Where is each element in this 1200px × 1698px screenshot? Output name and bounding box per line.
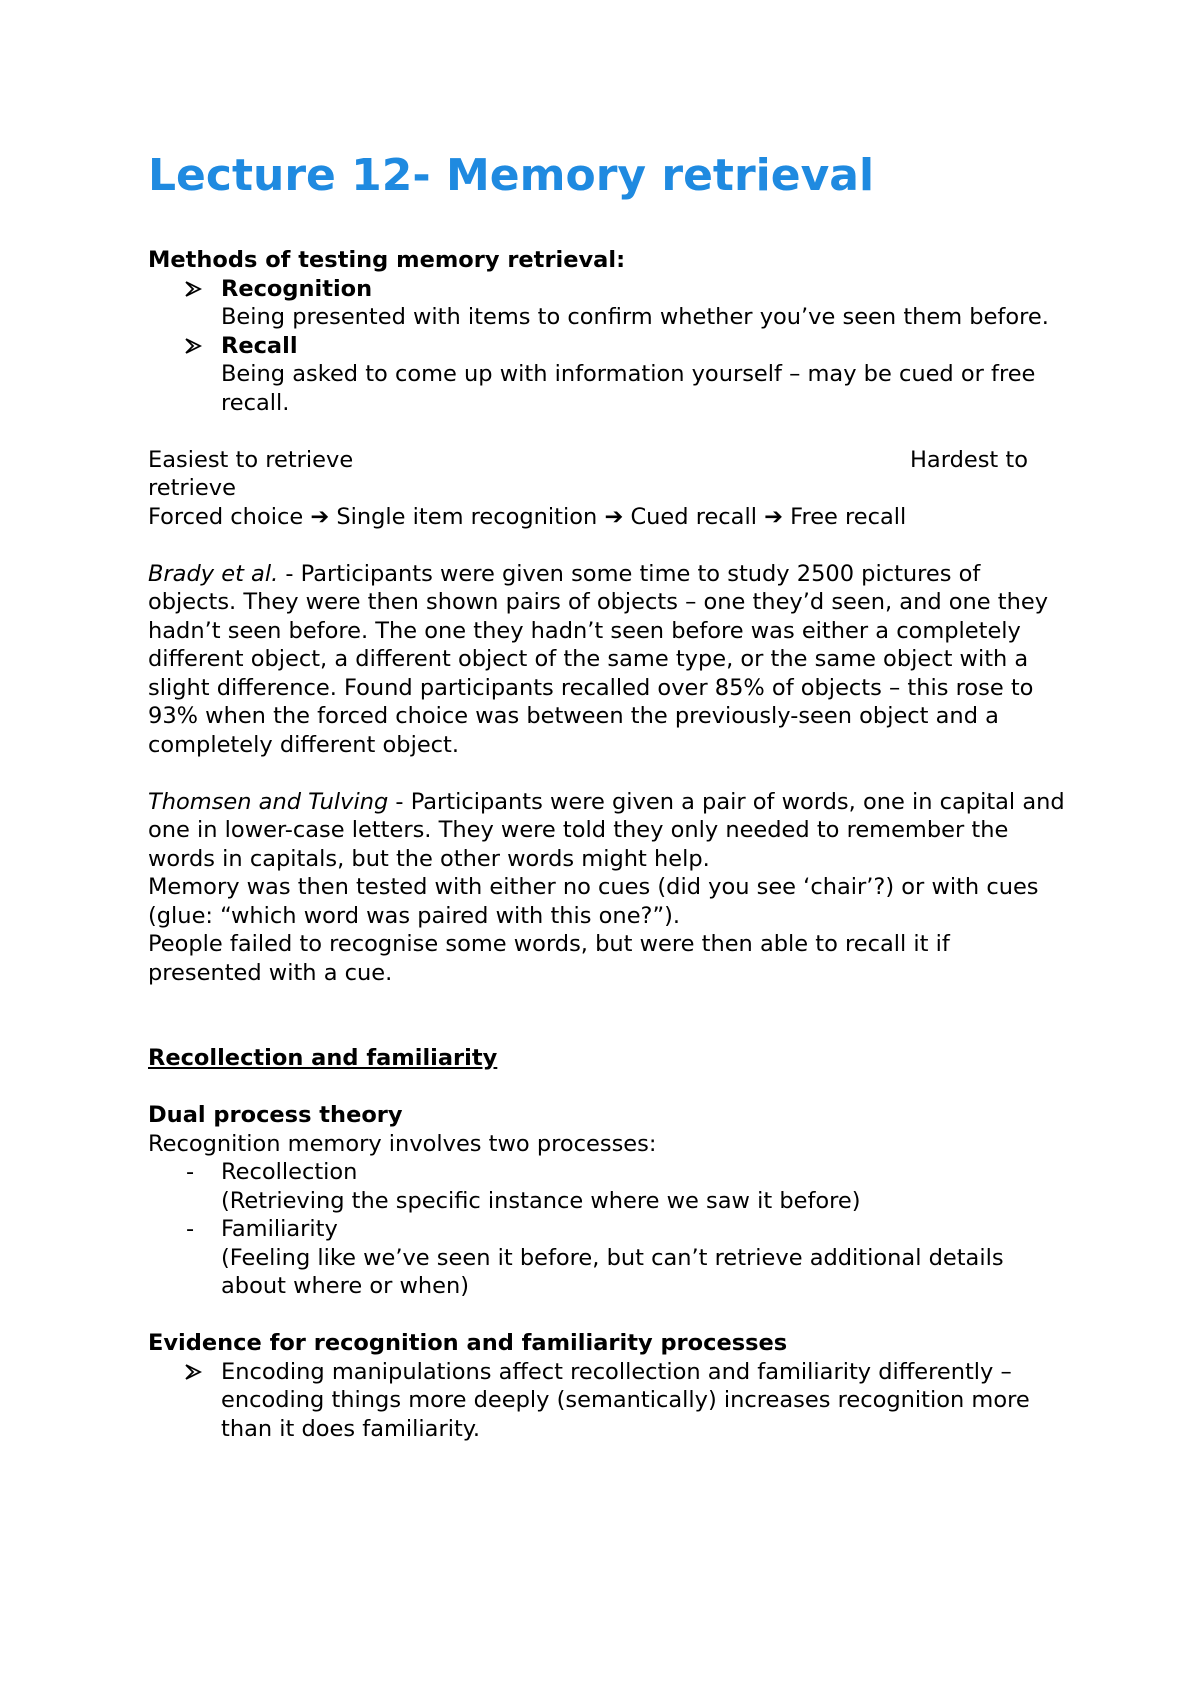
- page-title: Lecture 12- Memory retrieval: [148, 150, 875, 201]
- arrowhead-bullet-icon: [184, 1358, 208, 1389]
- subsection-heading: Dual process theory: [148, 1102, 403, 1128]
- study-author: Brady et al.: [148, 560, 279, 587]
- sequence-step: Forced choice: [148, 503, 304, 530]
- evidence-list: [148, 1358, 1068, 1444]
- scale-right-label: Hardest to: [910, 446, 1028, 473]
- list-item: [148, 275, 1068, 332]
- list-item: [148, 332, 1068, 418]
- section-heading: Recollection and familiarity: [148, 1045, 498, 1071]
- methods-heading: Methods of testing memory retrieval:: [148, 247, 626, 273]
- method-desc: Being asked to come up with information yourself – may be cued or free recall.: [221, 361, 1036, 416]
- list-item: [148, 1158, 1068, 1215]
- study-text: Participants were given a pair of words, one in capital and one in lower-case letters. They were told they only needed to remember the words in capitals, but the other words might help.: [148, 788, 1065, 872]
- list-item: [148, 1358, 1068, 1444]
- list-item: [148, 1215, 1068, 1301]
- study-author: Thomsen and Tulving: [148, 788, 389, 815]
- sequence-step: Free recall: [790, 503, 907, 530]
- thomsen-line: Memory was then tested with either no cues (did you see ‘chair’?) or with cues (glue: “which word was paired with this one?”).: [148, 874, 1039, 929]
- thomsen-line: People failed to recognise some words, but were then able to recall it if presented with a cue.: [148, 931, 950, 986]
- method-term: Recognition: [221, 275, 373, 302]
- author-separator: -: [388, 788, 411, 815]
- process-term: Familiarity: [221, 1216, 338, 1242]
- scale-right-label-wrap: retrieve: [148, 475, 236, 501]
- study-text: Participants were given some time to study 2500 pictures of objects. They were then shown pairs of objects – one they’d seen, and one they hadn’t seen before. The one they hadn’t seen before was either a completely different object, a different object of the same type, or the same object with a slight difference. Found participants recalled over 85% of objects – this rose to 93% when the forced choice was between the previously-seen object and a completely different object.: [148, 560, 1049, 758]
- process-list: [148, 1158, 1068, 1301]
- author-separator: -: [278, 560, 301, 587]
- thomsen-paragraph: [148, 788, 1068, 874]
- brady-paragraph: [148, 560, 1068, 760]
- dash-bullet-icon: -: [186, 1216, 195, 1242]
- document-body: [148, 150, 1068, 1443]
- scale-left-label: Easiest to retrieve: [148, 446, 354, 473]
- right-arrow-icon: ➔: [310, 503, 330, 530]
- subsection-heading: Evidence for recognition and familiarity processes: [148, 1330, 788, 1356]
- process-desc: (Retrieving the specific instance where we saw it before): [221, 1187, 861, 1214]
- arrowhead-bullet-icon: [184, 332, 208, 363]
- sequence-step: Single item recognition: [336, 503, 598, 530]
- method-term: Recall: [221, 332, 298, 359]
- retrieval-sequence: [148, 503, 1068, 532]
- dash-bullet-icon: -: [186, 1159, 195, 1185]
- method-desc: Being presented with items to confirm whether you’ve seen them before.: [221, 304, 1049, 330]
- sequence-step: Cued recall: [630, 503, 757, 530]
- dual-intro: Recognition memory involves two processes:: [148, 1130, 657, 1157]
- process-desc: (Feeling like we’ve seen it before, but can’t retrieve additional details about where or when): [221, 1244, 1004, 1299]
- process-term: Recollection: [221, 1159, 358, 1185]
- difficulty-scale: [148, 446, 1068, 475]
- right-arrow-icon: ➔: [764, 503, 783, 530]
- evidence-text: Encoding manipulations affect recollection and familiarity differently – encoding things more deeply (semantically) increases recognition more than it does familiarity.: [221, 1358, 1030, 1442]
- arrowhead-bullet-icon: [184, 275, 208, 306]
- right-arrow-icon: ➔: [604, 503, 624, 530]
- methods-list: [148, 275, 1068, 418]
